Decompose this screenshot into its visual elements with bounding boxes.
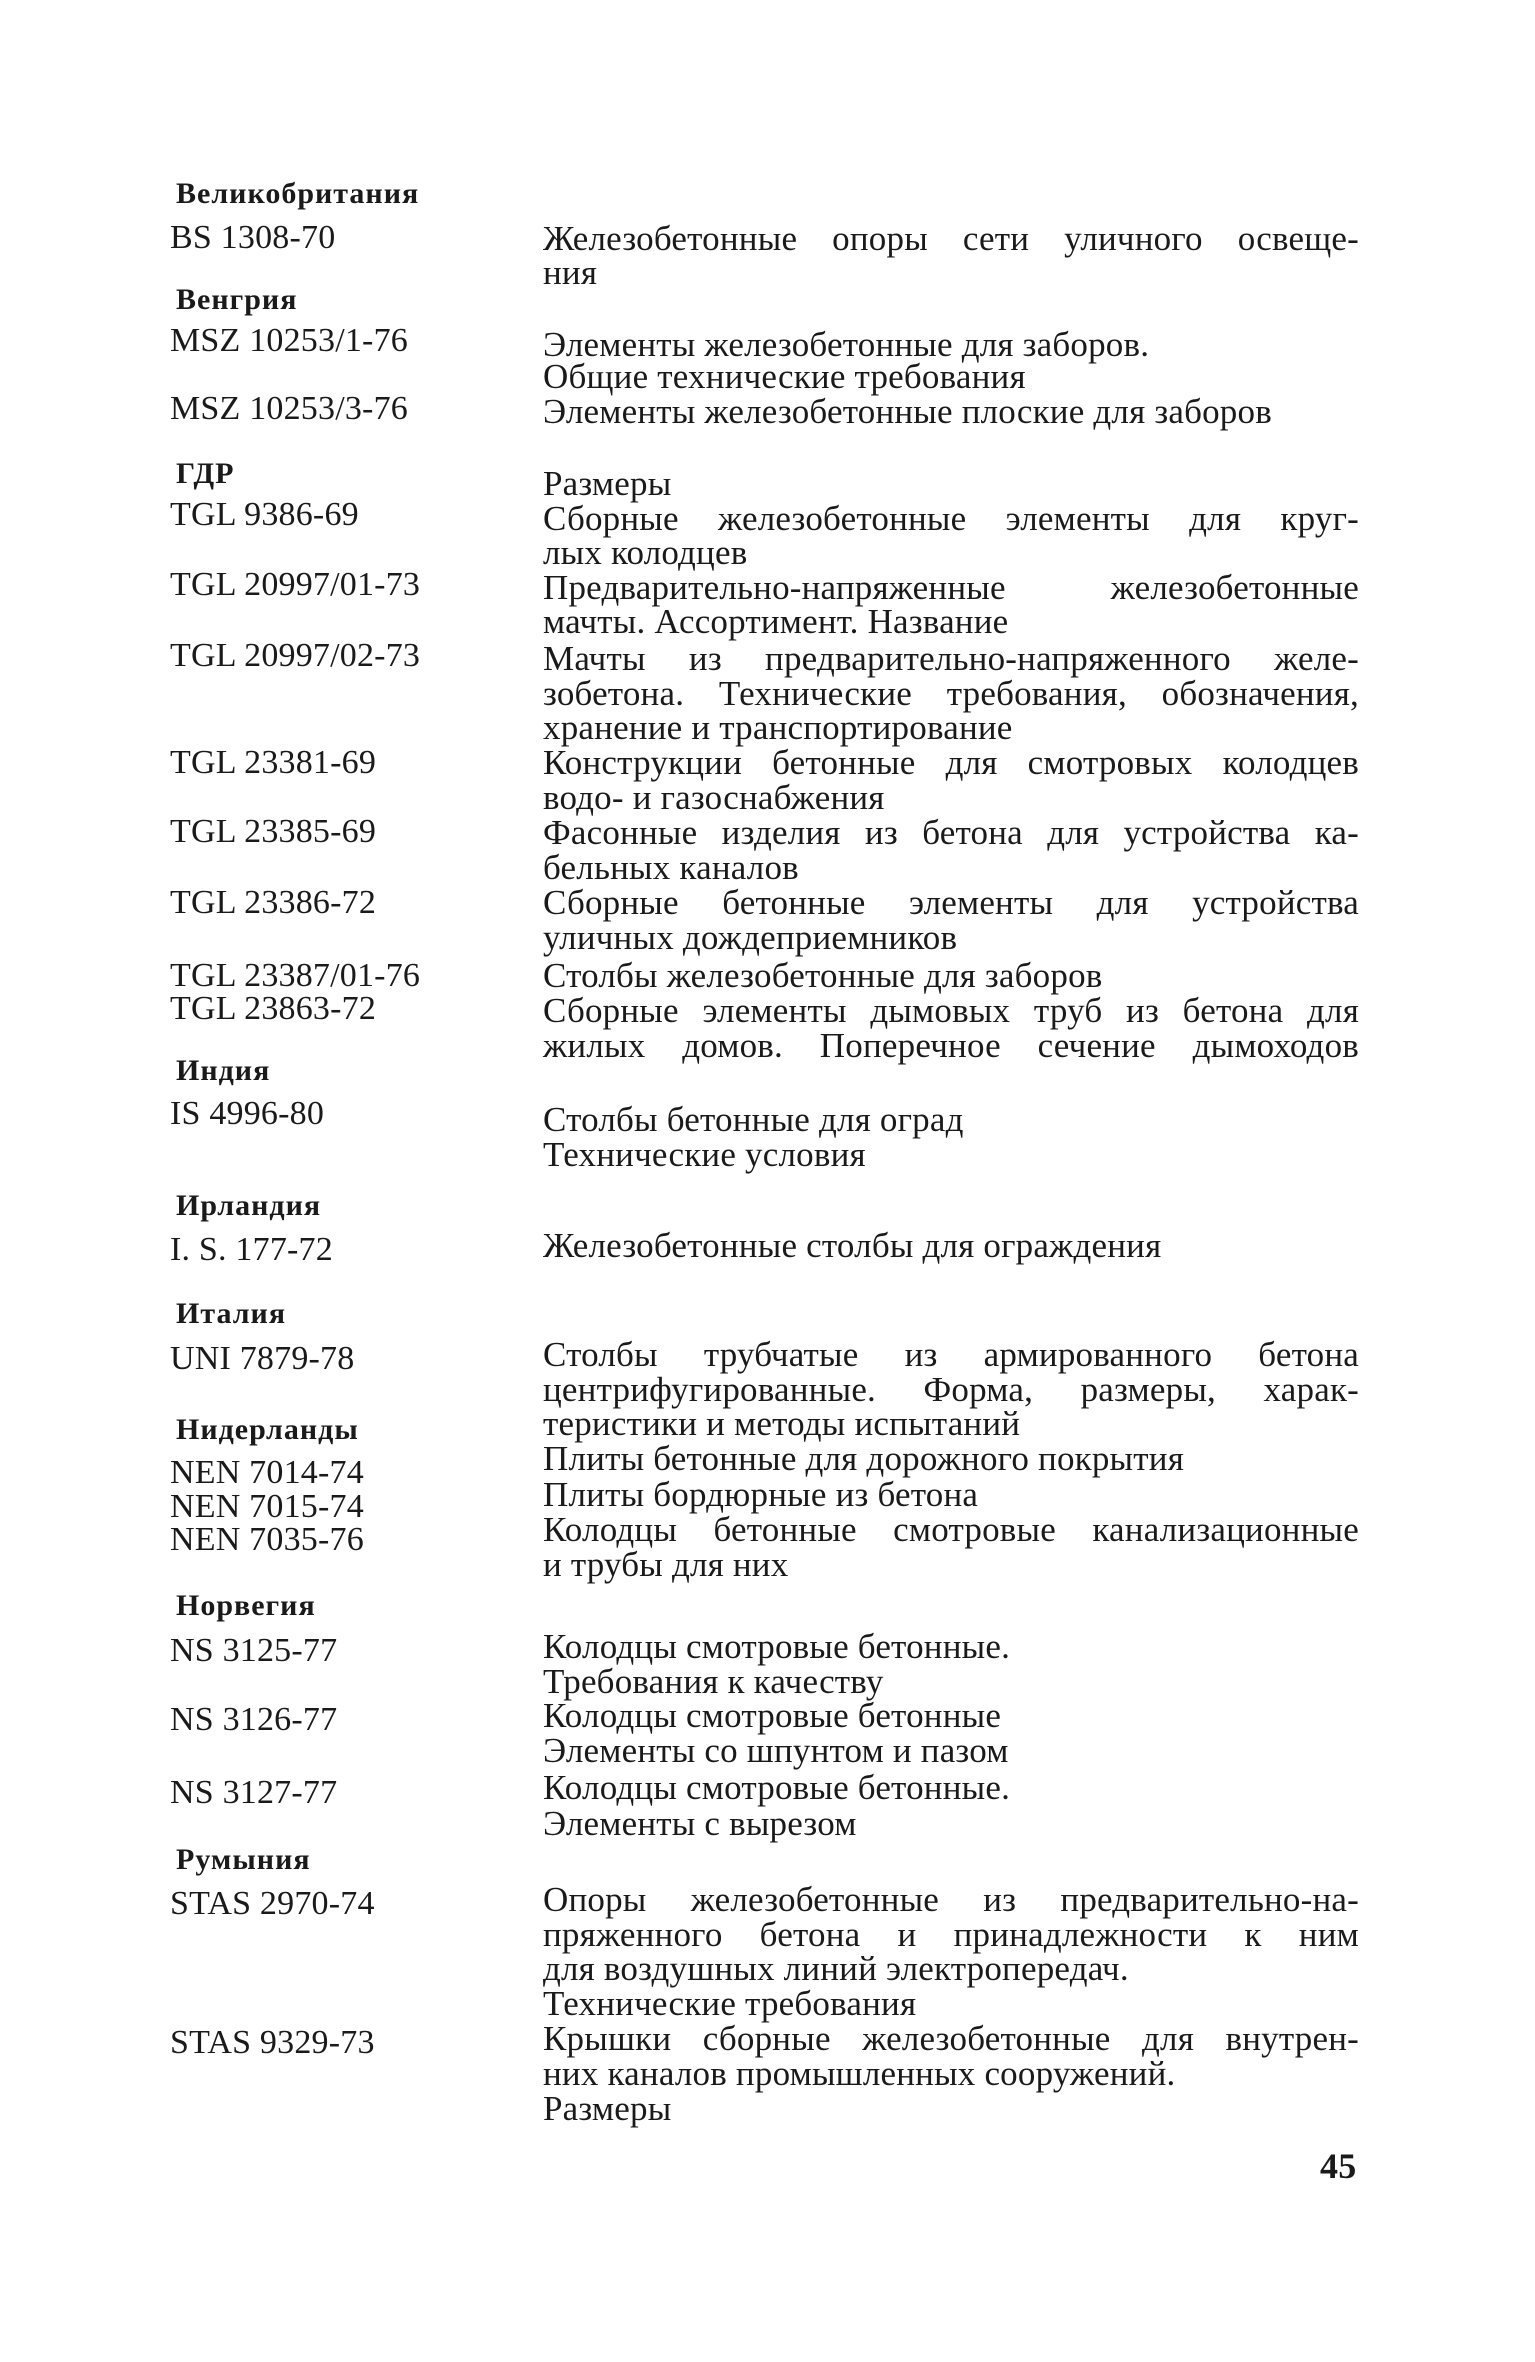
country-heading: Италия	[176, 1297, 287, 1330]
standard-description-line: центрифугированные. Форма, размеры, харак-	[543, 1370, 1359, 1409]
standard-code: NS 3125-77	[170, 1632, 338, 1669]
standard-description-line: бельных каналов	[543, 848, 799, 887]
standard-description-line: ния	[543, 253, 598, 292]
standard-description-line: Требования к качеству	[543, 1662, 884, 1701]
standard-description-line: жилых домов. Поперечное сечение дымоходов	[543, 1026, 1359, 1065]
standard-code: TGL 20997/02-73	[170, 637, 421, 674]
standard-description-line: Колодцы бетонные смотровые канализационные	[543, 1510, 1359, 1549]
standard-description-line: Предварительно-напряженные железобетонные	[543, 568, 1359, 607]
standard-description-line: и трубы для них	[543, 1545, 789, 1584]
standard-description-line: Мачты из предварительно-напряженного желе-	[543, 639, 1359, 678]
standard-code: NEN 7014-74	[170, 1454, 364, 1491]
standard-description-line: Колодцы смотровые бетонные.	[543, 1627, 1011, 1666]
standard-code: STAS 2970-74	[170, 1885, 375, 1922]
standard-description-line: Железобетонные опоры сети уличного освеще-	[543, 219, 1359, 258]
standard-description-line: Столбы железобетонные для заборов	[543, 956, 1103, 995]
standard-description-line: зобетона. Технические требования, обозначения,	[543, 674, 1359, 713]
standard-description-line: лых колодцев	[543, 533, 748, 572]
country-heading: Великобритания	[176, 177, 420, 210]
standard-description-line: Сборные железобетонные элементы для круг-	[543, 499, 1359, 538]
standard-description-line: Элементы со шпунтом и пазом	[543, 1731, 1009, 1770]
country-heading: Румыния	[176, 1843, 311, 1876]
standard-description-line: Столбы бетонные для оград	[543, 1100, 964, 1139]
standard-description-line: уличных дождеприемников	[543, 918, 958, 957]
country-heading: Ирландия	[176, 1189, 322, 1222]
standard-code: TGL 23381-69	[170, 744, 377, 781]
standard-code: MSZ 10253/1-76	[170, 322, 408, 359]
page-number: 45	[1320, 2146, 1357, 2186]
standard-description-line: теристики и методы испытаний	[543, 1404, 1021, 1443]
standard-description-line: них каналов промышленных сооружений.	[543, 2054, 1176, 2093]
standard-description-line: Фасонные изделия из бетона для устройства ка-	[543, 813, 1359, 852]
standard-code: TGL 23863-72	[170, 990, 377, 1027]
standard-description-line: Размеры	[543, 464, 672, 503]
standard-description-line: Сборные бетонные элементы для устройства	[543, 883, 1359, 922]
standard-code: MSZ 10253/3-76	[170, 390, 408, 427]
standard-code: IS 4996-80	[170, 1095, 325, 1132]
standard-code: NS 3126-77	[170, 1701, 338, 1738]
standard-code: TGL 9386-69	[170, 496, 359, 533]
standard-description-line: для воздушных линий электропередач.	[543, 1949, 1129, 1988]
standard-code: UNI 7879-78	[170, 1340, 355, 1377]
standard-description-line: Элементы железобетонные для заборов.	[543, 325, 1150, 364]
country-heading: Нидерланды	[176, 1413, 359, 1446]
standard-code: TGL 23386-72	[170, 884, 377, 921]
standard-description-line: Колодцы смотровые бетонные.	[543, 1768, 1011, 1807]
standard-code: TGL 23385-69	[170, 813, 377, 850]
standard-description-line: Технические требования	[543, 1984, 917, 2023]
standard-description-line: Колодцы смотровые бетонные	[543, 1696, 1002, 1735]
standard-description-line: Конструкции бетонные для смотровых колодцев	[543, 743, 1359, 782]
standard-code: TGL 23387/01-76	[170, 957, 421, 994]
country-heading: Индия	[176, 1054, 271, 1087]
standard-description-line: Элементы железобетонные плоские для заборов	[543, 392, 1272, 431]
standard-description-line: Сборные элементы дымовых труб из бетона для	[543, 991, 1359, 1030]
country-heading: ГДР	[176, 457, 235, 490]
standard-description-line: водо- и газоснабжения	[543, 778, 885, 817]
standard-description-line: Опоры железобетонные из предварительно-на-	[543, 1880, 1359, 1919]
standard-description-line: Столбы трубчатые из армированного бетона	[543, 1335, 1359, 1374]
standard-description-line: Крышки сборные железобетонные для внутрен-	[543, 2019, 1359, 2058]
standard-description-line: Элементы с вырезом	[543, 1804, 857, 1843]
standard-code: NEN 7035-76	[170, 1521, 364, 1558]
standard-code: NEN 7015-74	[170, 1488, 364, 1525]
standard-description-line: пряженного бетона и принадлежности к ним	[543, 1915, 1359, 1954]
standard-description-line: Плиты бетонные для дорожного покрытия	[543, 1439, 1184, 1478]
country-heading: Норвегия	[176, 1589, 316, 1622]
standard-code: STAS 9329-73	[170, 2024, 375, 2061]
standard-description-line: Размеры	[543, 2089, 672, 2128]
standard-code: I. S. 177-72	[170, 1231, 333, 1268]
standard-code: TGL 20997/01-73	[170, 566, 421, 603]
country-heading: Венгрия	[176, 283, 298, 316]
standard-description-line: хранение и транспортирование	[543, 708, 1013, 747]
standard-description-line: Железобетонные столбы для ограждения	[543, 1226, 1162, 1265]
standard-code: BS 1308-70	[170, 219, 336, 256]
standard-code: NS 3127-77	[170, 1774, 338, 1811]
standard-description-line: Общие технические требования	[543, 357, 1026, 396]
standard-description-line: Плиты бордюрные из бетона	[543, 1475, 979, 1514]
standard-description-line: мачты. Ассортимент. Название	[543, 602, 1009, 641]
standard-description-line: Технические условия	[543, 1135, 866, 1174]
